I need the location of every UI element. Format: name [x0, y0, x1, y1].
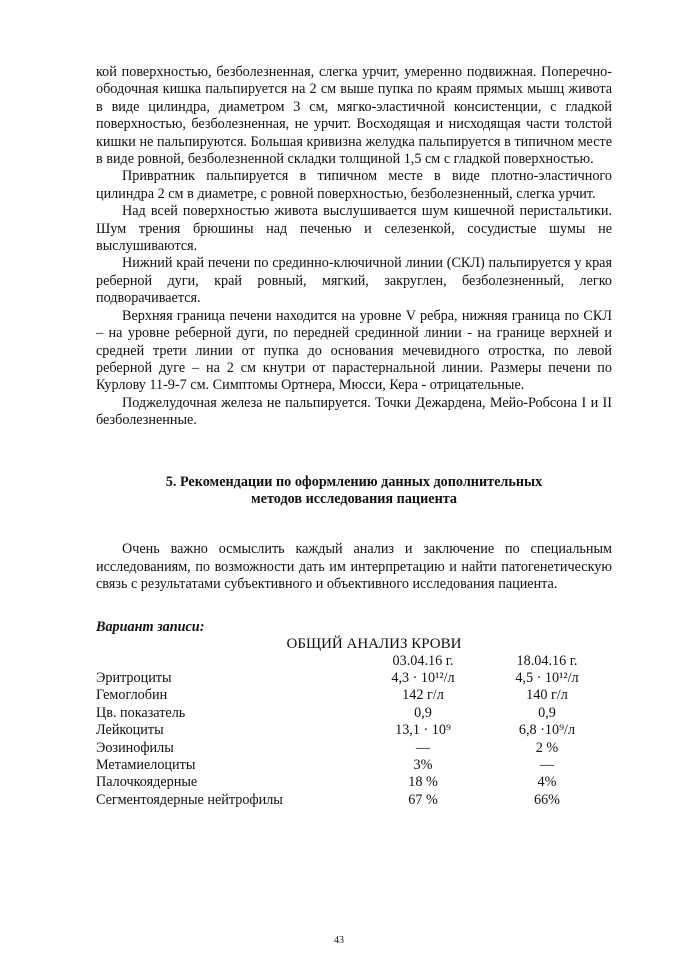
value-cell: 0,9: [538, 704, 556, 721]
paragraph: кой поверхностью, безболезненная, слегка урчит, умеренно подвижная. Поперечно-ободочная кишка пальпируется на 2 см выше пупка по краям прямых мышц живота в виде цилиндра, диаметром 3 см, мягко-эластичной консистенции, с гладкой поверхностью, безболезненная, не урчит. Восходящая и нисходящая части толстой кишки не пальпируются. Большая кривизна желудка пальпируется в типичном месте в виде ровной, безболезненной складки толщиной 1,5 см с гладкой поверхностью.: [96, 64, 612, 168]
paragraph: Привратник пальпируется в типичном месте в виде плотно-эластичного цилиндра 2 см в диаметре, с ровной поверхностью, безболезненный, слегка урчит.: [96, 168, 612, 202]
value-cell: 66%: [533, 791, 560, 808]
row-label: Цв. показатель: [96, 704, 186, 721]
row-label: Сегментоядерные нейтрофилы: [96, 791, 283, 808]
variant-label: Вариант записи:: [96, 618, 205, 635]
value-cell: 140 г/л: [526, 687, 568, 704]
row-label: Палочкоядерные: [96, 774, 198, 791]
table-header-row: [96, 653, 612, 670]
page-number: 43: [334, 935, 344, 946]
section-heading: [96, 474, 612, 509]
section-heading-line: методов исследования пациента: [251, 490, 457, 507]
row-label: Эозинофилы: [96, 739, 174, 756]
section-intro-paragraph: Очень важно осмыслить каждый анализ и заключение по специальным исследованиям, по возможности дать им интерпретацию и найти патогенетическую связь с результатами субъективного и объективного исследования пациента.: [96, 541, 612, 593]
row-label: Лейкоциты: [96, 722, 164, 739]
paragraph: Верхняя граница печени находится на уровне V ребра, нижняя граница по СКЛ – на уровне реберной дуги, по передней срединной линии - на границе верхней и средней трети линии от пупка до основания мечевидного отростка, по левой реберной дуге – на 2 см кнутри от парастернальной линии. Размеры печени по Курлову 11-9-7 см. Симптомы Ортнера, Мюсси, Кера - отрицательные.: [96, 307, 612, 394]
paragraph: Поджелудочная железа не пальпируется. Точки Дежардена, Мейо-Робсона I и II безболезненные.: [96, 394, 612, 429]
blood-test-table: [96, 653, 612, 810]
date-header: 03.04.16 г.: [392, 652, 454, 669]
value-cell: 0,9: [414, 704, 432, 721]
value-cell: 4%: [537, 774, 557, 791]
table-row: [96, 670, 612, 687]
document-page: [96, 64, 612, 809]
paragraph: Нижний край печени по срединно-ключичной линии (СКЛ) пальпируется у края реберной дуги, край ровный, мягкий, закруглен, безболезненный, легко подворачивается.: [96, 255, 612, 307]
table-title: ОБЩИЙ АНАЛИЗ КРОВИ: [286, 635, 462, 652]
section-heading-line: 5. Рекомендации по оформлению данных дополнительных: [165, 473, 543, 490]
row-label: Метамиелоциты: [96, 757, 196, 773]
value-cell: 3%: [413, 757, 433, 773]
value-cell: —: [539, 757, 555, 773]
value-cell: 13,1 · 10⁹: [395, 722, 451, 739]
table-row: [96, 722, 612, 739]
value-cell: 67 %: [408, 791, 438, 808]
header-empty-cell: [96, 653, 364, 670]
value-cell: 142 г/л: [402, 687, 444, 704]
value-cell: 4,5 · 10¹²/л: [515, 669, 579, 686]
value-cell: 6,8 ·10⁹/л: [518, 722, 576, 739]
table-row: [96, 740, 612, 757]
table-row: [96, 687, 612, 704]
body-text: [96, 64, 612, 636]
value-cell: —: [415, 739, 431, 756]
table-row: [96, 757, 612, 774]
date-header: 18.04.16 г.: [516, 652, 578, 669]
value-cell: 18 %: [408, 774, 438, 791]
value-cell: 4,3 · 10¹²/л: [391, 669, 455, 686]
row-label: Эритроциты: [96, 669, 172, 686]
table-row: [96, 705, 612, 722]
value-cell: 2 %: [535, 739, 559, 756]
table-row: [96, 774, 612, 791]
row-label: Гемоглобин: [96, 687, 168, 704]
paragraph: Над всей поверхностью живота выслушивается шум кишечной перистальтики. Шум трения брюшины над печенью и селезенкой, сосудистые шумы не выслушиваются.: [96, 203, 612, 255]
table-row: [96, 792, 612, 809]
